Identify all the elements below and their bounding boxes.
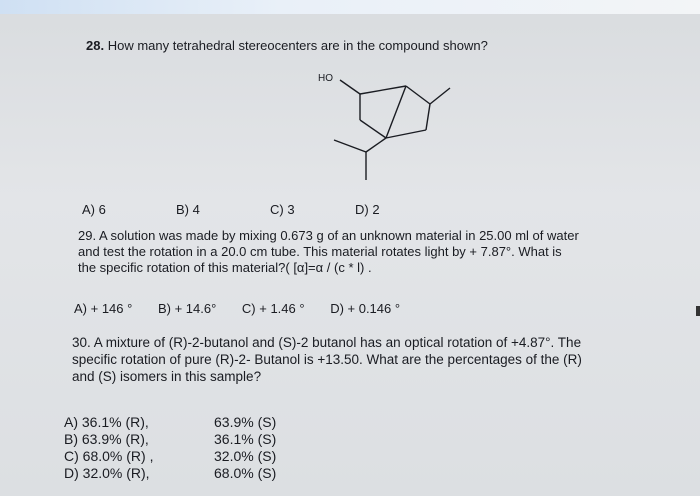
q30-choice-c-s: 32.0% (S) [214,448,277,464]
hydroxyl-label: HO [318,73,333,84]
ring-bonds [334,80,450,180]
edge-marker [696,306,700,316]
question-30-choices [64,414,276,482]
q28-choice-c: C) 3 [270,202,295,217]
q30-choice-a [64,414,276,431]
molecule-structure [290,70,470,194]
question-29-line-3: the specific rotation of this material?( [α]=α / (c * l) . [78,260,372,275]
question-29 [78,228,579,276]
q30-choice-c [64,448,276,465]
question-29-line-1: 29. A solution was made by mixing 0.673 g of an unknown material in 25.00 ml of water [78,228,579,243]
q30-choice-c-r: C) 68.0% (R) , [64,448,154,464]
top-edge [0,0,700,14]
q30-choice-d-s: 68.0% (S) [214,465,277,481]
q28-choice-b: B) 4 [176,202,200,217]
q30-choice-b [64,431,276,448]
question-30-line-1: 30. A mixture of (R)-2-butanol and (S)-2 butanol has an optical rotation of +4.87°. The [72,335,582,350]
q29-choice-c: C) + 1.46 ° [241,301,305,316]
q30-choice-b-r: B) 63.9% (R), [64,431,149,447]
q28-choice-d: D) 2 [355,202,380,217]
q28-choice-a: A) 6 [82,202,106,217]
question-30-line-3: and (S) isomers in this sample? [72,369,262,384]
question-28-number: 28. [86,38,105,53]
q30-choice-a-s: 63.9% (S) [214,414,277,430]
q30-choice-a-r: A) 36.1% (R), [64,414,149,430]
q29-choice-d: D) + 0.146 ° [330,301,401,316]
question-28-text: How many tetrahedral stereocenters are in the compound shown? [107,38,488,53]
question-29-line-2: and test the rotation in a 20.0 cm tube. This material rotates light by + 7.87°. What is [78,244,562,259]
q30-choice-d-r: D) 32.0% (R), [64,465,150,481]
q29-choice-a: A) + 146 ° [74,301,133,316]
question-30 [72,334,582,385]
q30-choice-b-s: 36.1% (S) [214,431,277,447]
question-28 [86,38,488,53]
q30-choice-d [64,465,276,482]
q29-choice-b: B) + 14.6° [157,301,217,316]
question-29-choices [74,301,422,316]
question-30-line-2: specific rotation of pure (R)-2- Butanol is +13.50. What are the percentages of the (R) [72,352,582,367]
worksheet [0,14,700,496]
